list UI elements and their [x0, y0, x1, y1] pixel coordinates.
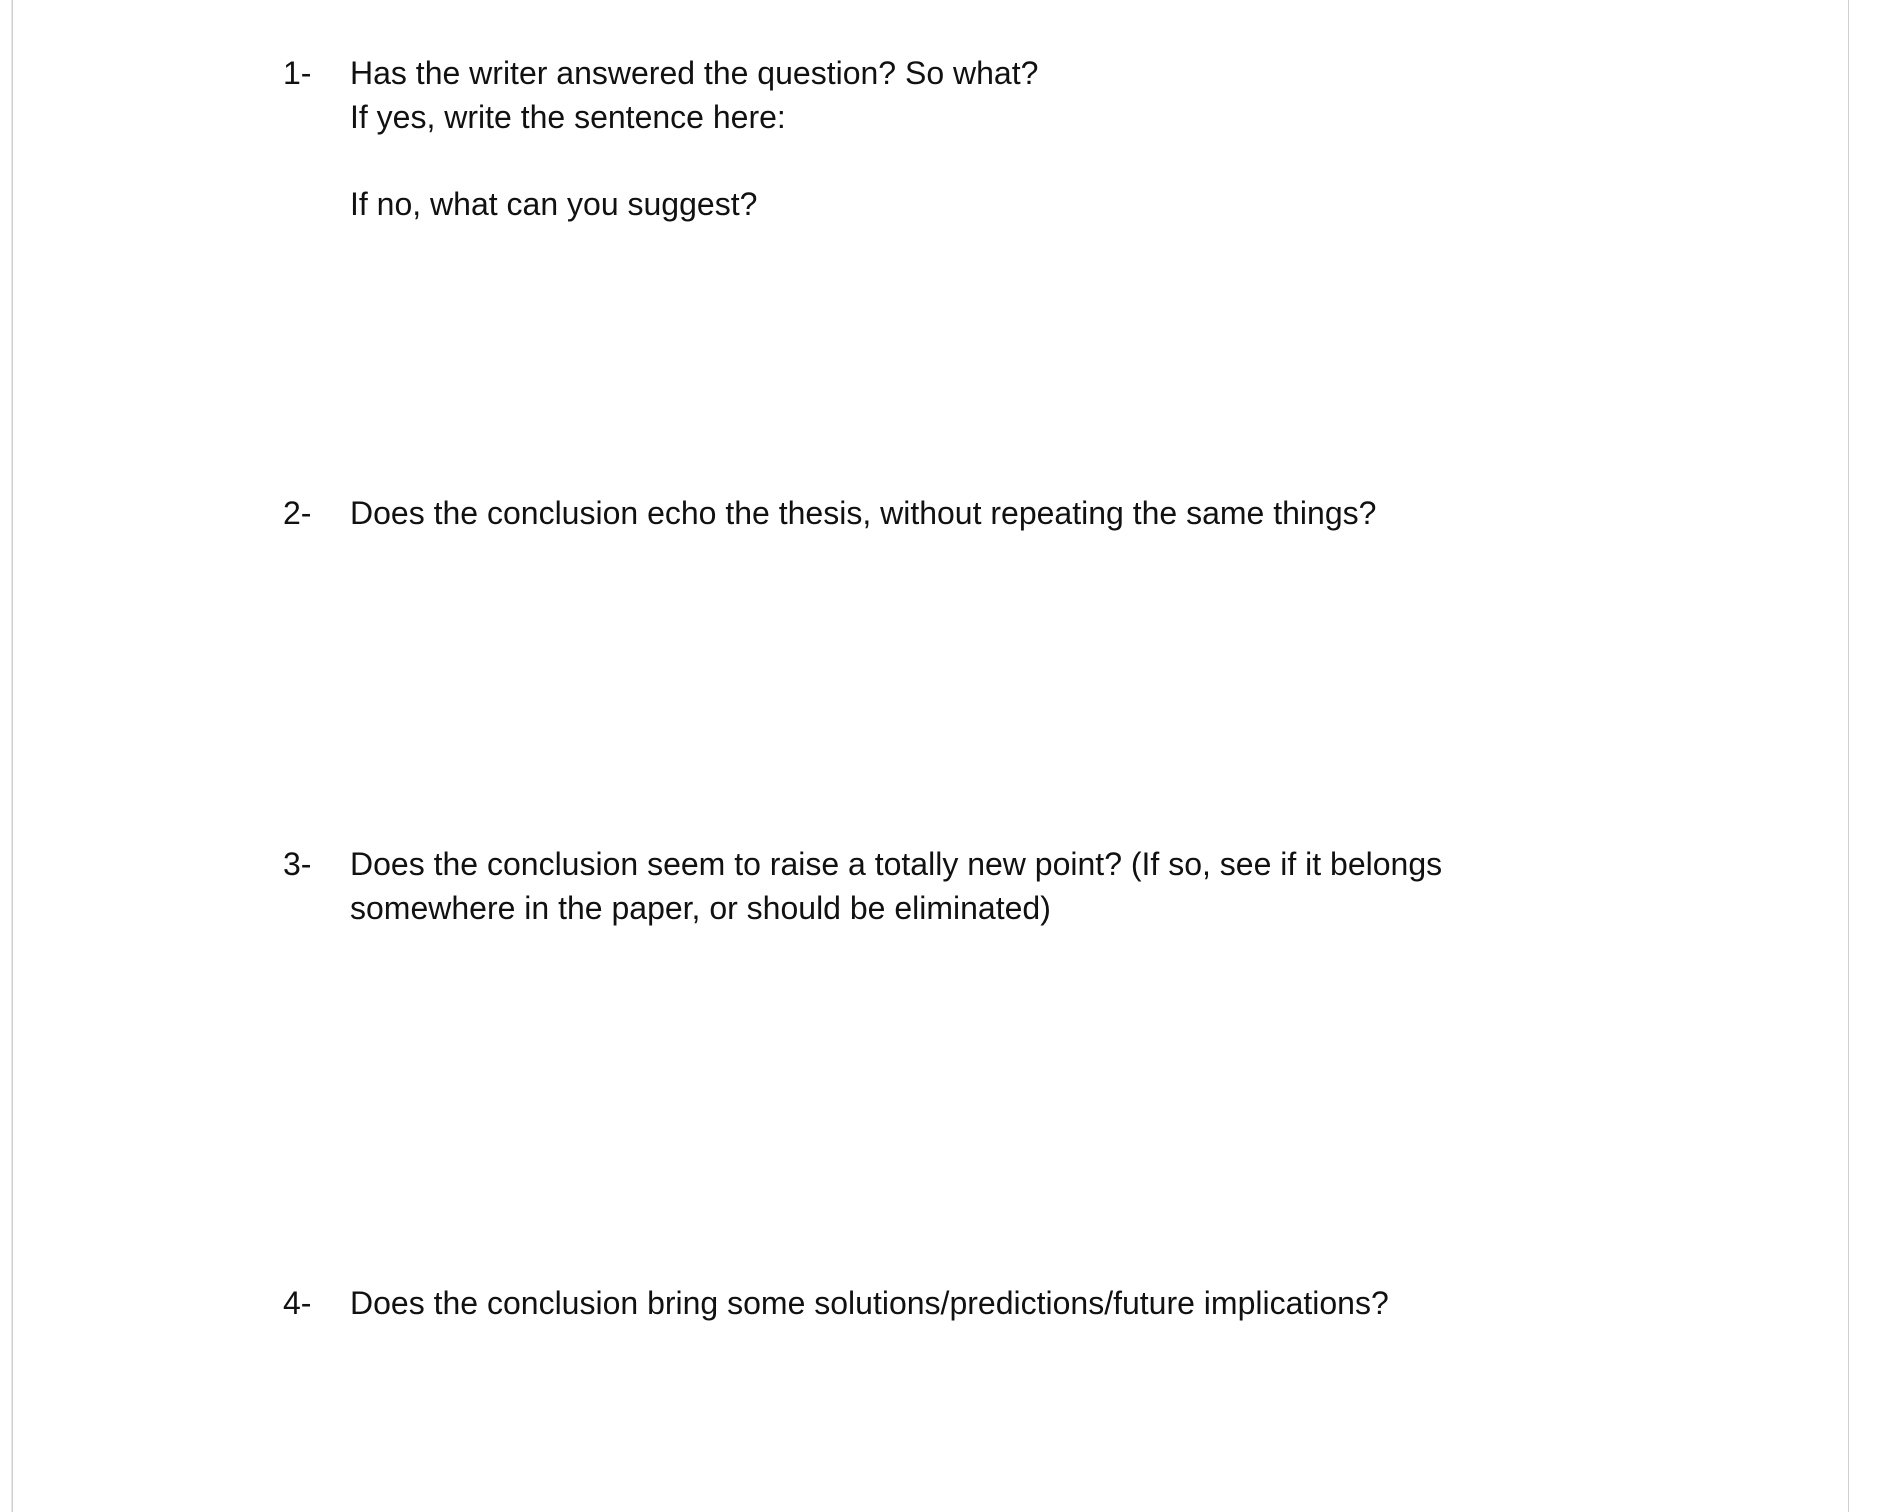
- question-1-number: 1-: [283, 55, 312, 91]
- question-2-number: 2-: [283, 495, 312, 531]
- question-4-text: Does the conclusion bring some solutions/predictions/future implications?: [350, 1285, 1389, 1321]
- right-margin-gutter: [1849, 0, 1878, 1512]
- document-page[interactable]: [12, 0, 1849, 1512]
- question-3-text-line-2: somewhere in the paper, or should be eliminated): [350, 890, 1051, 926]
- question-3-number: 3-: [283, 846, 312, 882]
- question-2-text: Does the conclusion echo the thesis, without repeating the same things?: [350, 495, 1377, 531]
- question-4-number: 4-: [283, 1285, 312, 1321]
- question-1-text: Has the writer answered the question? So what?: [350, 55, 1039, 91]
- question-3-text-line-1: Does the conclusion seem to raise a totally new point? (If so, see if it belongs: [350, 846, 1443, 882]
- question-1-no-prompt: If no, what can you suggest?: [350, 186, 758, 222]
- question-1-yes-prompt: If yes, write the sentence here:: [350, 99, 786, 135]
